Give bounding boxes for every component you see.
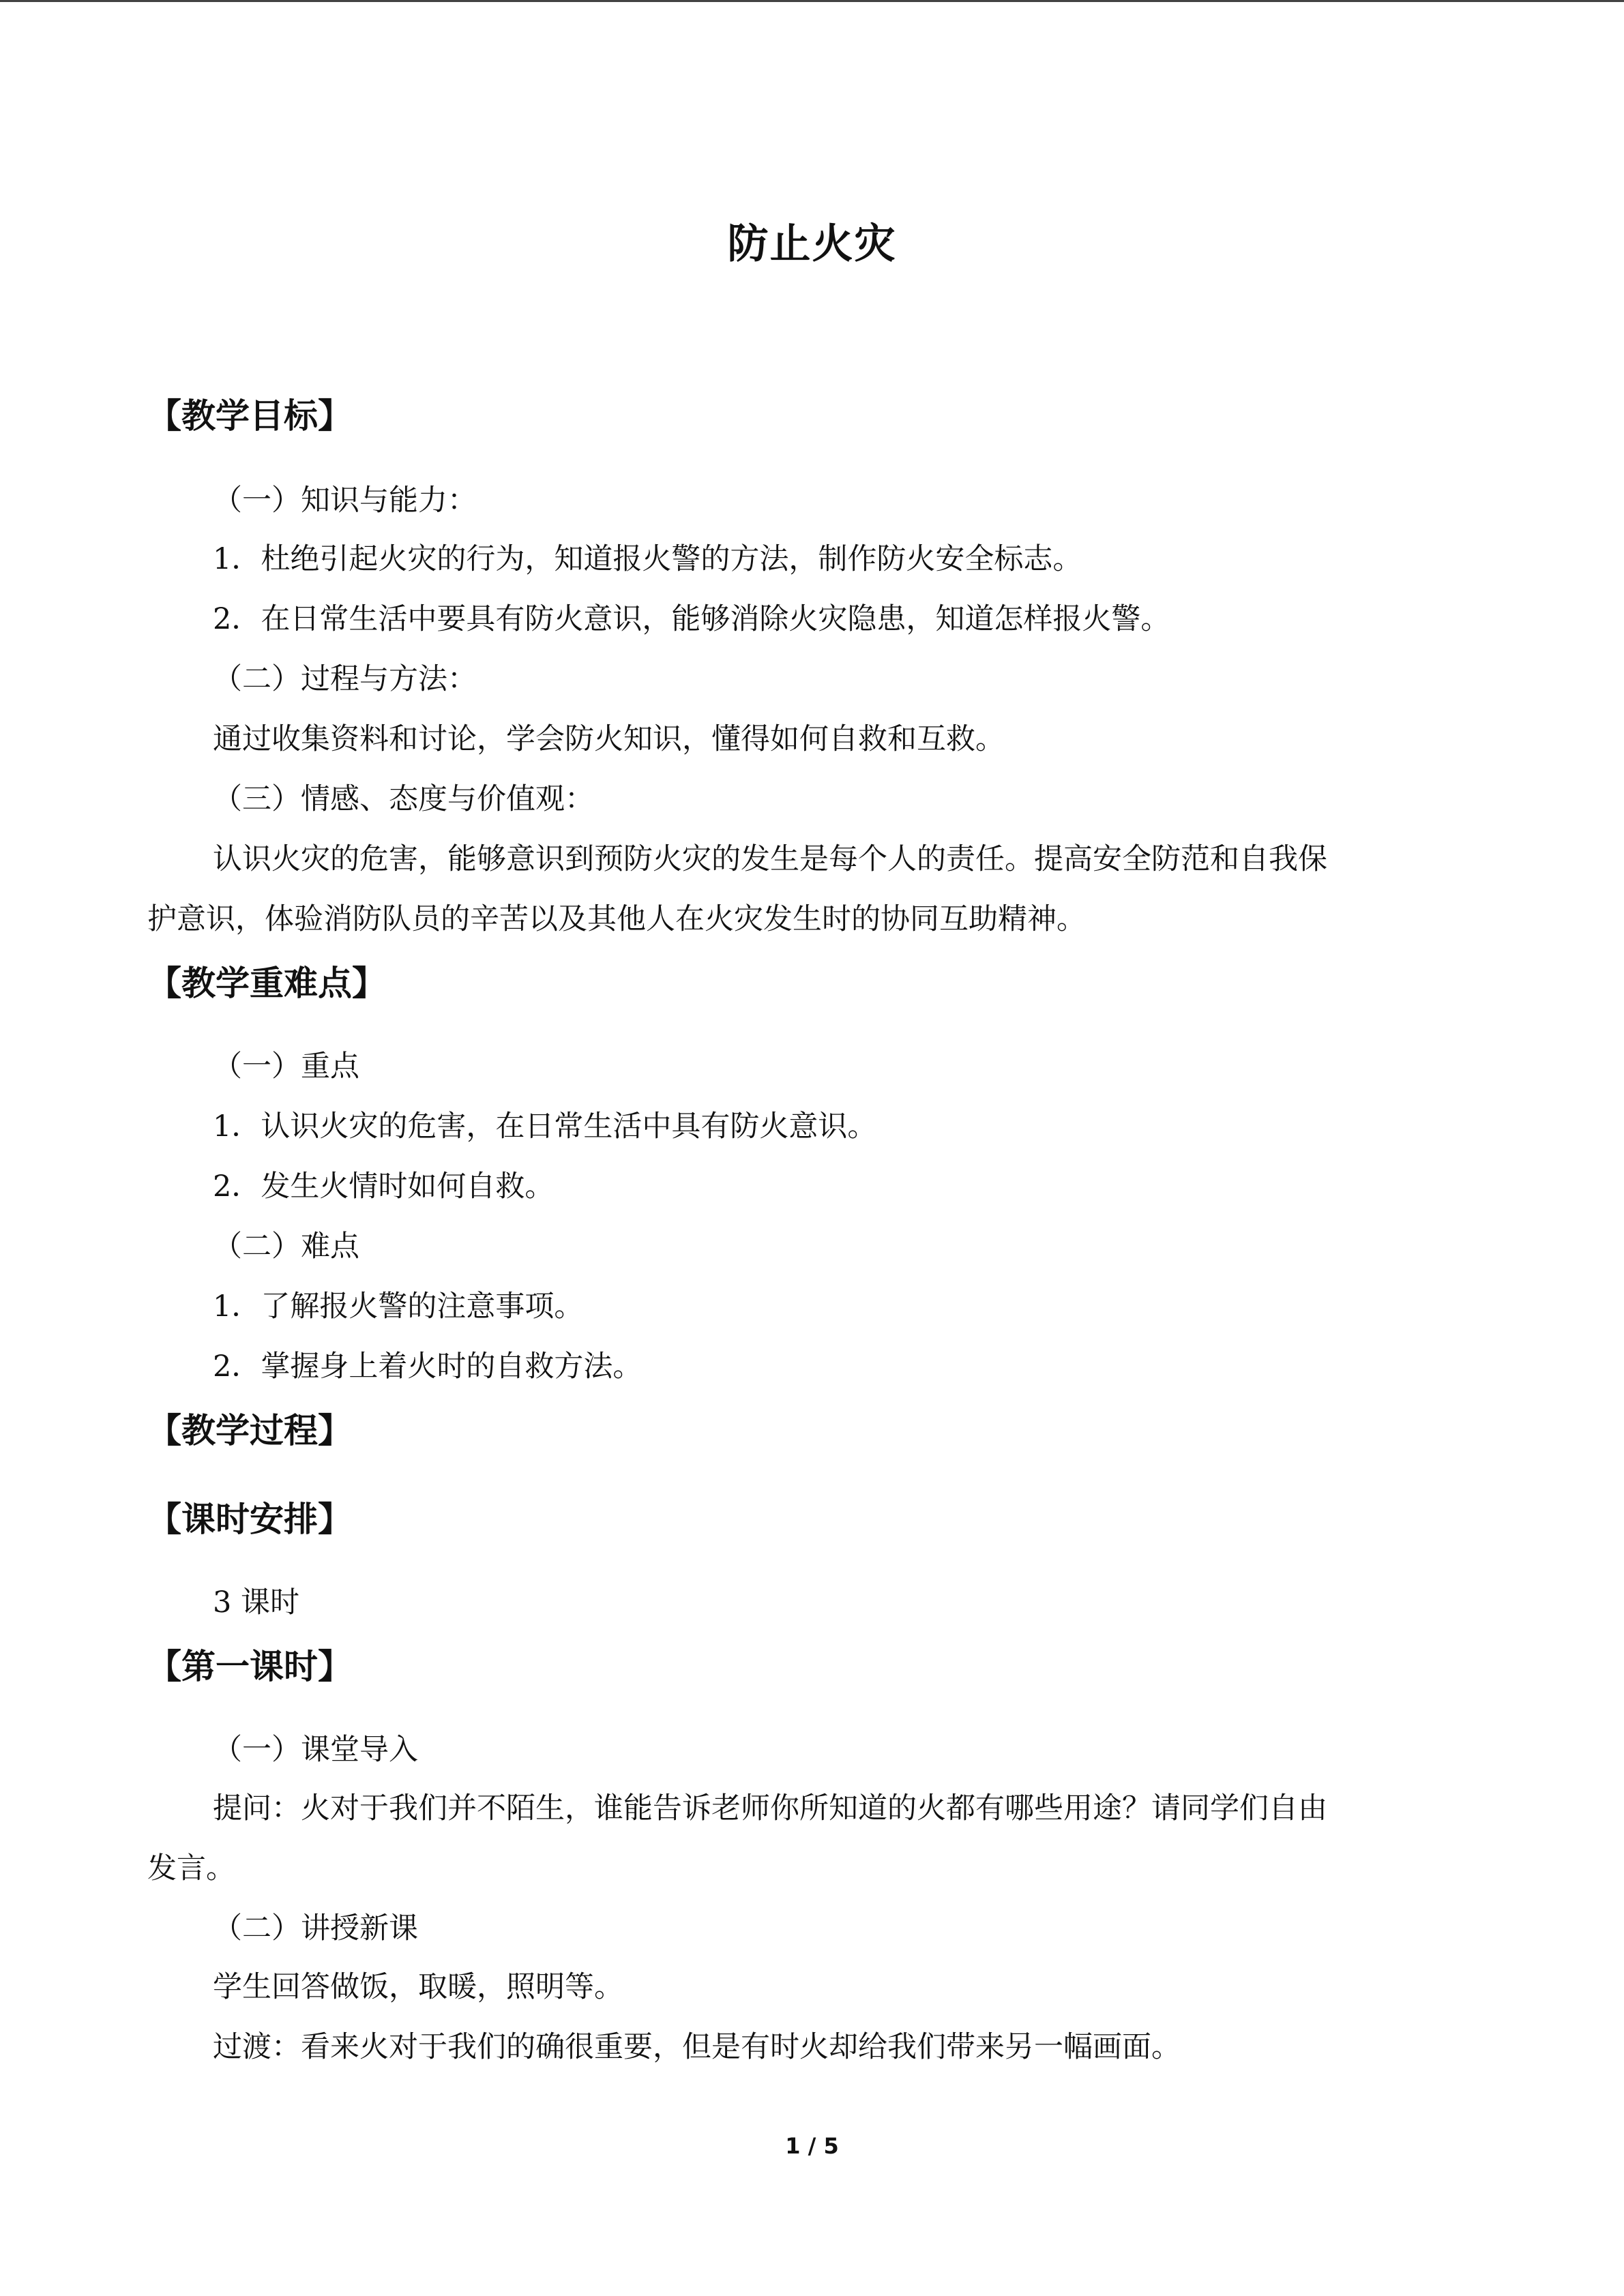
section-heading-process: 【教学过程】 — [147, 1410, 352, 1450]
lesson1-sub-new-lesson: （二）讲授新课 — [213, 1911, 418, 1945]
objectives-item-3: 通过收集资料和讨论，学会防火知识，懂得如何自救和互救。 — [213, 722, 1005, 756]
top-border — [0, 0, 1624, 2]
key-points-item-1: 1．认识火灾的危害，在日常生活中具有防火意识。 — [213, 1109, 877, 1144]
page-title: 防止火灾 — [727, 220, 897, 268]
key-points-item-4: 2．掌握身上着火时的自救方法。 — [213, 1350, 643, 1384]
lesson1-line-2: 过渡：看来火对于我们的确很重要，但是有时火却给我们带来另一幅画面。 — [213, 2030, 1181, 2064]
objectives-sub-values: （三）情感、态度与价值观： — [213, 782, 594, 816]
objectives-paragraph-line-2: 护意识，体验消防队员的辛苦以及其他人在火灾发生时的协同互助精神。 — [147, 902, 1086, 936]
lesson1-line-1: 学生回答做饭，取暖，照明等。 — [213, 1970, 623, 2004]
section-heading-key-points: 【教学重难点】 — [147, 963, 386, 1003]
key-points-item-3: 1．了解报火警的注意事项。 — [213, 1289, 584, 1324]
lesson1-paragraph-line-2: 发言。 — [147, 1851, 235, 1885]
key-points-sub-difficulty: （二）难点 — [213, 1229, 359, 1264]
section-heading-lesson-1: 【第一课时】 — [147, 1646, 352, 1686]
schedule-value: 3 课时 — [213, 1585, 300, 1620]
key-points-item-2: 2．发生火情时如何自救。 — [213, 1169, 555, 1204]
key-points-sub-focus: （一）重点 — [213, 1049, 359, 1084]
lesson1-paragraph-line-1: 提问：火对于我们并不陌生，谁能告诉老师你所知道的火都有哪些用途？请同学们自由 — [213, 1791, 1327, 1825]
objectives-item-1: 1．杜绝引起火灾的行为，知道报火警的方法，制作防火安全标志。 — [213, 542, 1082, 576]
section-heading-schedule: 【课时安排】 — [147, 1499, 352, 1539]
lesson1-sub-intro: （一）课堂导入 — [213, 1733, 418, 1767]
section-heading-objectives: 【教学目标】 — [147, 396, 352, 436]
objectives-paragraph-line-1: 认识火灾的危害，能够意识到预防火灾的发生是每个人的责任。提高安全防范和自我保 — [213, 842, 1327, 876]
page-number: 1 / 5 — [785, 2133, 839, 2159]
objectives-sub-knowledge: （一）知识与能力： — [213, 483, 477, 518]
objectives-item-2: 2．在日常生活中要具有防火意识，能够消除火灾隐患，知道怎样报火警。 — [213, 602, 1170, 636]
objectives-sub-process: （二）过程与方法： — [213, 662, 477, 696]
